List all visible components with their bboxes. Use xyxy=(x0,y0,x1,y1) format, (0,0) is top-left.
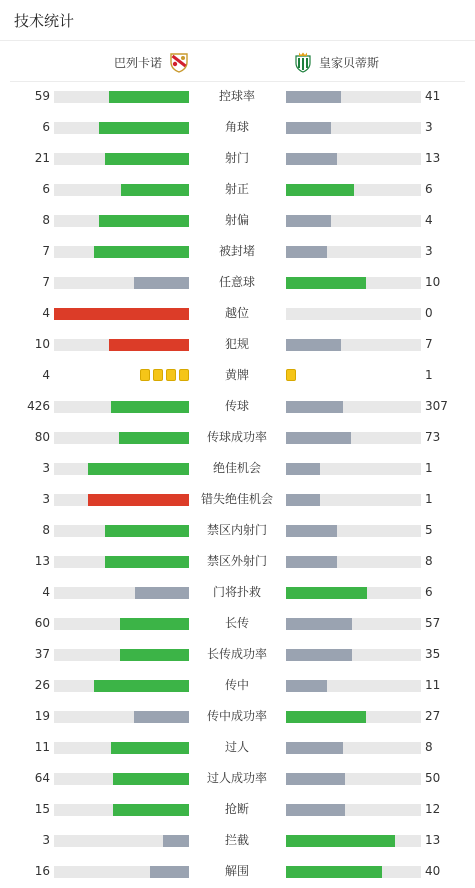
home-value: 26 xyxy=(34,677,50,692)
home-bar-fill xyxy=(120,618,189,630)
home-bar-track xyxy=(54,91,189,103)
stat-row xyxy=(0,391,475,422)
away-bar-fill xyxy=(286,525,337,537)
away-value: 8 xyxy=(425,739,433,754)
stat-label: 传中 xyxy=(224,677,249,692)
home-bar-fill xyxy=(88,494,189,506)
stat-row xyxy=(0,794,475,825)
away-bar-fill xyxy=(286,401,343,413)
yellow-card-icon xyxy=(153,369,163,381)
away-bar-fill xyxy=(286,711,366,723)
home-team-crest-icon xyxy=(168,51,190,73)
home-bar-fill xyxy=(88,463,189,475)
away-value: 4 xyxy=(425,212,433,227)
away-bar-track xyxy=(286,711,421,723)
home-bar-fill xyxy=(99,215,189,227)
home-bar-track xyxy=(54,339,189,351)
stat-label: 长传成功率 xyxy=(206,646,267,661)
home-value: 59 xyxy=(34,89,50,103)
home-value: 15 xyxy=(34,801,50,816)
stat-label: 越位 xyxy=(224,305,249,320)
stat-label: 绝佳机会 xyxy=(212,460,261,475)
page-header xyxy=(0,0,475,41)
home-bar-fill xyxy=(109,91,189,103)
away-bar-track xyxy=(286,339,421,351)
home-bar-fill xyxy=(134,277,189,289)
away-bar-track xyxy=(286,246,421,258)
away-value: 3 xyxy=(425,119,433,134)
away-value: 1 xyxy=(425,491,433,506)
away-bar-fill xyxy=(286,122,331,134)
away-bar-track xyxy=(286,401,421,413)
away-value: 1 xyxy=(425,367,433,382)
away-bar-fill xyxy=(286,618,352,630)
away-value: 13 xyxy=(425,832,441,847)
away-value: 8 xyxy=(425,553,433,568)
home-value: 4 xyxy=(42,305,50,320)
home-bar-track xyxy=(54,401,189,413)
away-bar-track xyxy=(286,680,421,692)
stat-label: 射偏 xyxy=(224,212,249,227)
home-value: 37 xyxy=(34,646,50,661)
stat-label: 解围 xyxy=(224,863,249,878)
away-value: 0 xyxy=(425,305,433,320)
stat-row xyxy=(0,329,475,360)
home-value: 3 xyxy=(42,832,50,847)
home-bar-track xyxy=(54,122,189,134)
away-value: 11 xyxy=(425,677,441,692)
stat-label: 任意球 xyxy=(218,274,255,289)
home-bar-track xyxy=(54,587,189,599)
stat-label: 犯规 xyxy=(224,336,249,351)
away-team-name: 皇家贝蒂斯 xyxy=(319,55,380,70)
away-value: 41 xyxy=(425,89,441,103)
away-bar-track xyxy=(286,463,421,475)
stat-label: 传球成功率 xyxy=(206,429,267,444)
stat-label: 黄牌 xyxy=(224,367,249,382)
away-bar-fill xyxy=(286,153,337,165)
away-bar-fill xyxy=(286,339,341,351)
home-value: 6 xyxy=(42,119,50,134)
home-value: 4 xyxy=(42,584,50,599)
stat-row xyxy=(0,856,475,887)
home-bar-track xyxy=(54,525,189,537)
home-value: 19 xyxy=(34,708,50,723)
away-bar-fill xyxy=(286,184,354,196)
home-value: 10 xyxy=(34,336,50,351)
home-bar-fill xyxy=(120,649,189,661)
stat-row xyxy=(0,577,475,608)
stat-row xyxy=(0,484,475,515)
away-yellow-cards xyxy=(286,369,296,382)
away-bar-track xyxy=(286,308,421,320)
away-value: 35 xyxy=(425,646,441,661)
stat-label: 门将扑救 xyxy=(212,584,261,599)
home-value: 64 xyxy=(34,770,50,785)
home-value: 80 xyxy=(34,429,50,444)
away-bar-track xyxy=(286,742,421,754)
stat-row xyxy=(0,825,475,856)
away-value: 13 xyxy=(425,150,441,165)
home-bar-track xyxy=(54,246,189,258)
away-value: 3 xyxy=(425,243,433,258)
stat-label: 禁区内射门 xyxy=(206,522,267,537)
stat-label: 错失绝佳机会 xyxy=(200,491,273,506)
away-bar-fill xyxy=(286,804,345,816)
away-bar-fill xyxy=(286,556,337,568)
teams-header xyxy=(10,41,465,82)
away-bar-fill xyxy=(286,246,327,258)
home-bar-fill xyxy=(94,680,189,692)
yellow-card-icon xyxy=(140,369,150,381)
away-bar-track xyxy=(286,277,421,289)
stat-row xyxy=(0,515,475,546)
home-bar-fill xyxy=(105,153,189,165)
away-bar-fill xyxy=(286,463,320,475)
home-bar-fill xyxy=(113,773,189,785)
stat-row xyxy=(0,670,475,701)
home-value: 7 xyxy=(42,274,50,289)
stat-row xyxy=(0,701,475,732)
stat-label: 被封堵 xyxy=(218,243,255,258)
home-team[interactable] xyxy=(114,51,190,73)
stat-row xyxy=(0,112,475,143)
stat-label: 传球 xyxy=(224,398,249,413)
away-bar-fill xyxy=(286,277,366,289)
home-bar-track xyxy=(54,866,189,878)
home-value: 4 xyxy=(42,367,50,382)
away-bar-fill xyxy=(286,91,341,103)
stat-label: 拦截 xyxy=(224,832,249,847)
away-value: 12 xyxy=(425,801,441,816)
home-value: 3 xyxy=(42,460,50,475)
home-value: 7 xyxy=(42,243,50,258)
away-bar-track xyxy=(286,184,421,196)
stat-row xyxy=(0,608,475,639)
stat-row xyxy=(0,732,475,763)
away-team[interactable] xyxy=(292,51,379,73)
home-value: 21 xyxy=(34,150,50,165)
away-bar-track xyxy=(286,494,421,506)
away-bar-track xyxy=(286,215,421,227)
away-bar-track xyxy=(286,587,421,599)
home-bar-track xyxy=(54,804,189,816)
home-bar-track xyxy=(54,618,189,630)
home-bar-fill xyxy=(113,804,189,816)
stat-label: 射正 xyxy=(224,181,249,196)
away-value: 1 xyxy=(425,460,433,475)
away-value: 10 xyxy=(425,274,441,289)
home-value: 13 xyxy=(34,553,50,568)
away-value: 73 xyxy=(425,429,441,444)
away-bar-track xyxy=(286,866,421,878)
home-bar-fill xyxy=(119,432,189,444)
stat-row xyxy=(0,639,475,670)
home-bar-fill xyxy=(54,308,189,320)
stat-label: 传中成功率 xyxy=(206,708,267,723)
home-bar-fill xyxy=(105,525,189,537)
away-value: 6 xyxy=(425,181,433,196)
home-bar-track xyxy=(54,184,189,196)
home-bar-track xyxy=(54,432,189,444)
stat-row xyxy=(0,298,475,329)
away-bar-fill xyxy=(286,587,367,599)
away-value: 57 xyxy=(425,615,441,630)
home-bar-track xyxy=(54,308,189,320)
away-team-crest-icon xyxy=(292,51,314,73)
home-value: 16 xyxy=(34,863,50,878)
home-bar-fill xyxy=(135,587,189,599)
home-bar-track xyxy=(54,711,189,723)
away-value: 307 xyxy=(425,398,448,413)
home-yellow-cards xyxy=(140,369,189,382)
away-bar-track xyxy=(286,153,421,165)
home-team-name: 巴列卡诺 xyxy=(114,55,163,70)
away-value: 5 xyxy=(425,522,433,537)
home-value: 11 xyxy=(34,739,50,754)
home-bar-fill xyxy=(105,556,189,568)
home-bar-track xyxy=(54,463,189,475)
yellow-card-icon xyxy=(286,369,296,381)
home-value: 8 xyxy=(42,522,50,537)
home-bar-track xyxy=(54,680,189,692)
stat-label: 长传 xyxy=(224,615,249,630)
home-bar-track xyxy=(54,556,189,568)
yellow-card-icon xyxy=(179,369,189,381)
stat-row xyxy=(0,267,475,298)
home-bar-fill xyxy=(94,246,189,258)
home-bar-fill xyxy=(109,339,189,351)
stat-label: 射门 xyxy=(224,150,249,165)
home-bar-track xyxy=(54,494,189,506)
stat-row xyxy=(0,236,475,267)
stat-row xyxy=(0,360,475,391)
home-bar-fill xyxy=(111,401,189,413)
away-bar-fill xyxy=(286,649,352,661)
away-bar-fill xyxy=(286,742,343,754)
away-bar-fill xyxy=(286,494,320,506)
away-bar-track xyxy=(286,618,421,630)
away-bar-track xyxy=(286,432,421,444)
away-value: 27 xyxy=(425,708,441,723)
stat-row xyxy=(0,81,475,112)
stat-row xyxy=(0,763,475,794)
page-title: 技术统计 xyxy=(14,12,75,30)
stat-row xyxy=(0,453,475,484)
stat-label: 禁区外射门 xyxy=(206,553,267,568)
away-value: 50 xyxy=(425,770,441,785)
yellow-card-icon xyxy=(166,369,176,381)
away-bar-fill xyxy=(286,680,327,692)
stat-row xyxy=(0,174,475,205)
away-value: 40 xyxy=(425,863,441,878)
stat-row xyxy=(0,422,475,453)
stat-label: 过人 xyxy=(224,739,249,754)
stat-label: 角球 xyxy=(224,119,249,134)
away-bar-track xyxy=(286,649,421,661)
away-bar-fill xyxy=(286,835,395,847)
home-bar-fill xyxy=(111,742,189,754)
stat-label: 过人成功率 xyxy=(206,770,267,785)
home-bar-track xyxy=(54,835,189,847)
home-bar-track xyxy=(54,215,189,227)
stat-row xyxy=(0,143,475,174)
home-bar-fill xyxy=(121,184,189,196)
away-bar-fill xyxy=(286,866,382,878)
home-bar-track xyxy=(54,153,189,165)
away-bar-track xyxy=(286,773,421,785)
home-bar-fill xyxy=(134,711,189,723)
home-value: 6 xyxy=(42,181,50,196)
home-bar-fill xyxy=(99,122,189,134)
away-bar-track xyxy=(286,122,421,134)
stat-label: 抢断 xyxy=(224,801,249,816)
home-bar-track xyxy=(54,649,189,661)
away-bar-track xyxy=(286,556,421,568)
home-bar-track xyxy=(54,742,189,754)
home-bar-fill xyxy=(163,835,189,847)
away-bar-fill xyxy=(286,773,345,785)
home-value: 3 xyxy=(42,491,50,506)
home-bar-track xyxy=(54,277,189,289)
home-value: 8 xyxy=(42,212,50,227)
stat-row xyxy=(0,205,475,236)
away-bar-track xyxy=(286,835,421,847)
home-bar-track xyxy=(54,773,189,785)
away-value: 7 xyxy=(425,336,433,351)
away-bar-fill xyxy=(286,432,351,444)
home-value: 60 xyxy=(34,615,50,630)
away-bar-track xyxy=(286,91,421,103)
away-bar-track xyxy=(286,804,421,816)
away-bar-track xyxy=(286,525,421,537)
home-value: 426 xyxy=(27,398,50,413)
home-bar-fill xyxy=(150,866,189,878)
stat-label: 控球率 xyxy=(218,89,255,103)
away-value: 6 xyxy=(425,584,433,599)
away-bar-fill xyxy=(286,215,331,227)
stat-row xyxy=(0,546,475,577)
